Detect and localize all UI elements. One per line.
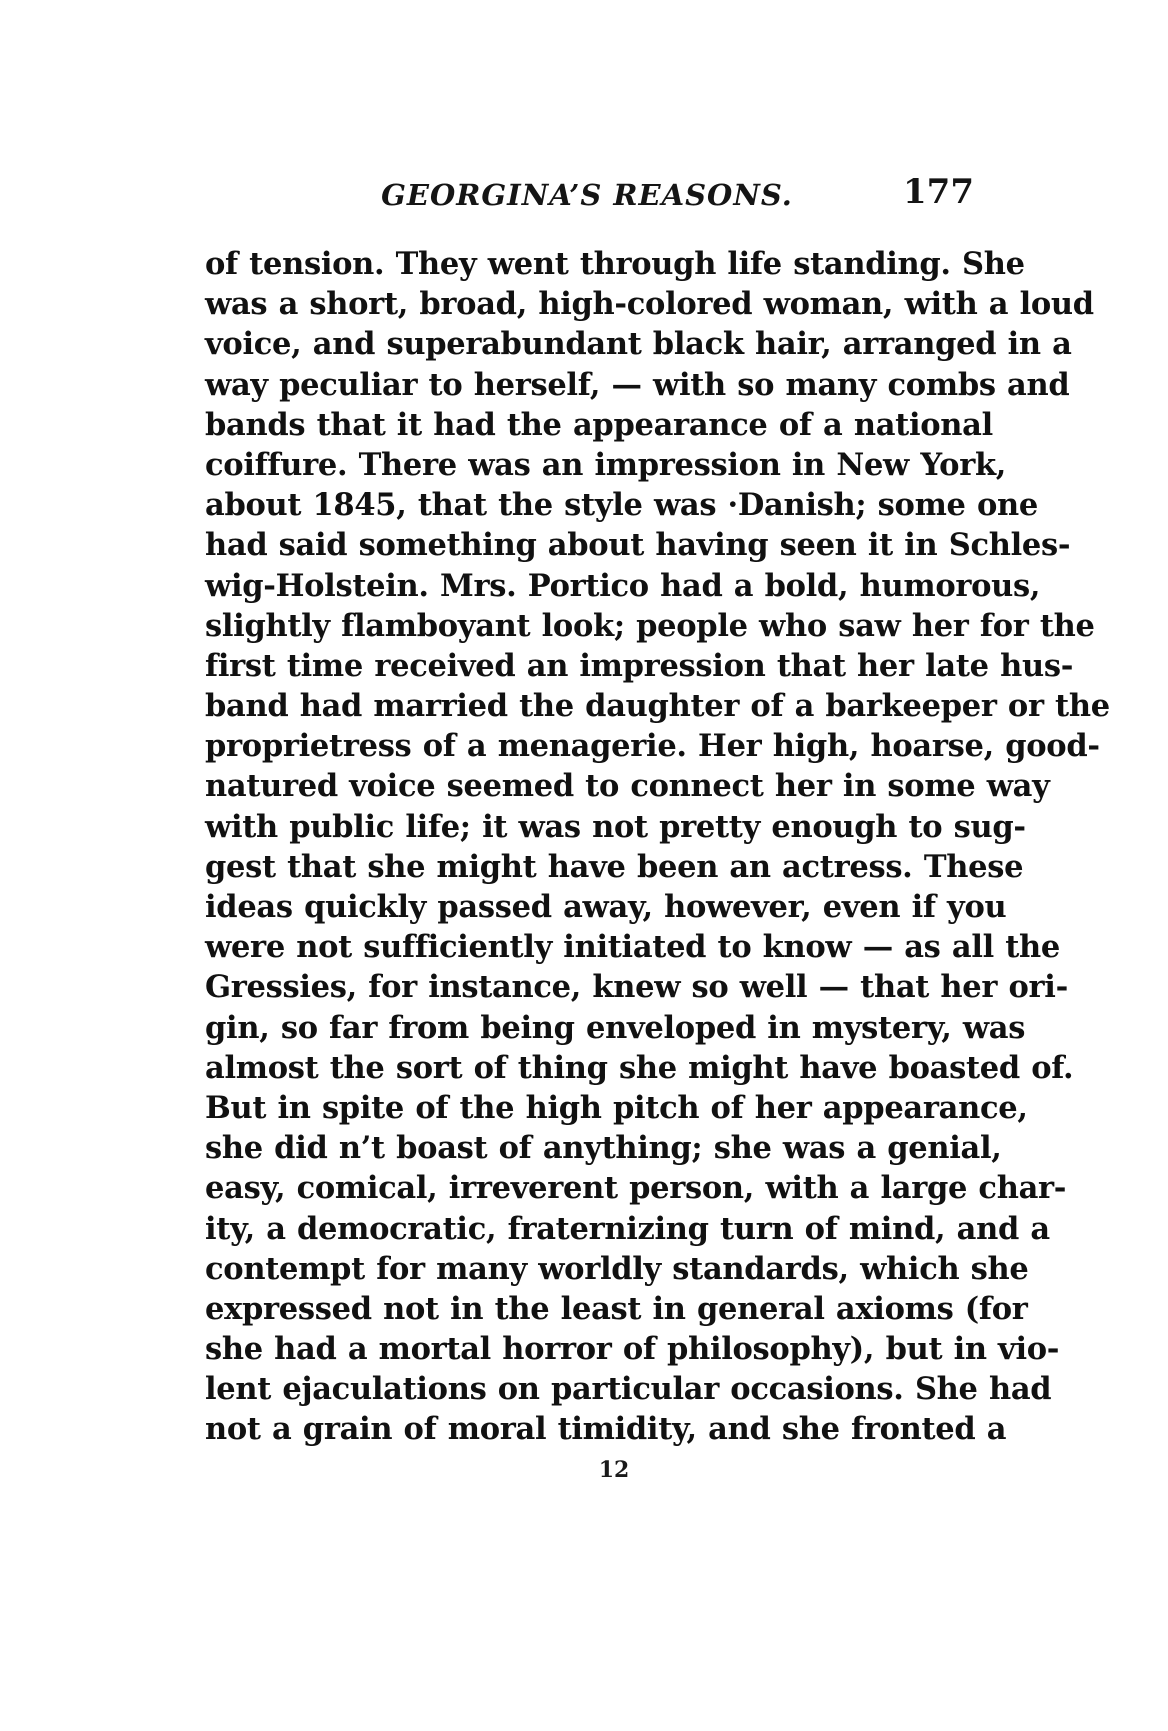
text-line: proprietress of a menagerie. Her high, hoarse, good- — [205, 728, 1100, 765]
text-line: had said something about having seen it in Schles- — [205, 527, 1071, 564]
text-line: band had married the daughter of a barkeeper or the — [205, 688, 1110, 725]
text-line: coiffure. There was an impression in New York, — [205, 446, 1007, 483]
running-head — [200, 172, 974, 220]
text-line: easy, comical, irreverent person, with a large char- — [205, 1170, 1067, 1207]
text-line: were not sufficiently initiated to know — as all the — [205, 929, 1060, 966]
text-line: way peculiar to herself, — with so many combs and — [205, 366, 1070, 403]
text-line: not a grain of moral timidity, and she fronted a — [205, 1411, 1007, 1448]
text-line: slightly flamboyant look; people who saw her for the — [205, 607, 1095, 644]
text-line: lent ejaculations on particular occasions. She had — [205, 1371, 1052, 1408]
text-line: about 1845, that the style was ·Danish; some one — [205, 487, 1039, 524]
signature-mark: 12 — [598, 1457, 630, 1483]
text-line: But in spite of the high pitch of her appearance, — [205, 1089, 1028, 1126]
text-line: almost the sort of thing she might have boasted of. — [205, 1049, 1074, 1086]
text-line: Gressies, for instance, knew so well — that her ori- — [205, 969, 1068, 1006]
text-line: natured voice seemed to connect her in some way — [205, 768, 1050, 805]
text-line: voice, and superabundant black hair, arranged in a — [205, 326, 1072, 363]
text-line: with public life; it was not pretty enough to sug- — [205, 808, 1026, 845]
running-head-title: GEORGINA’S REASONS. — [381, 178, 793, 212]
text-line: ity, a democratic, fraternizing turn of mind, and a — [205, 1210, 1050, 1247]
text-line: expressed not in the least in general axioms (for — [205, 1290, 1028, 1327]
text-line: contempt for many worldly standards, which she — [205, 1250, 1029, 1287]
body-text — [205, 244, 1110, 1450]
text-line: of tension. They went through life standing. She — [205, 246, 1025, 282]
page-number: 177 — [903, 172, 974, 212]
text-line: she had a mortal horror of philosophy), but in vio- — [205, 1331, 1060, 1368]
text-line: first time received an impression that her late hus- — [205, 647, 1074, 684]
text-line: was a short, broad, high-colored woman, with a loud — [205, 286, 1094, 323]
text-line: gest that she might have been an actress. These — [205, 848, 1024, 885]
text-line: she did n’t boast of anything; she was a genial, — [205, 1130, 1002, 1167]
text-line: ideas quickly passed away, however, even if you — [205, 889, 1007, 925]
text-line: bands that it had the appearance of a national — [205, 406, 993, 443]
text-line: wig-Holstein. Mrs. Portico had a bold, humorous, — [205, 567, 1041, 604]
text-line: gin, so far from being enveloped in mystery, was — [205, 1009, 1026, 1046]
